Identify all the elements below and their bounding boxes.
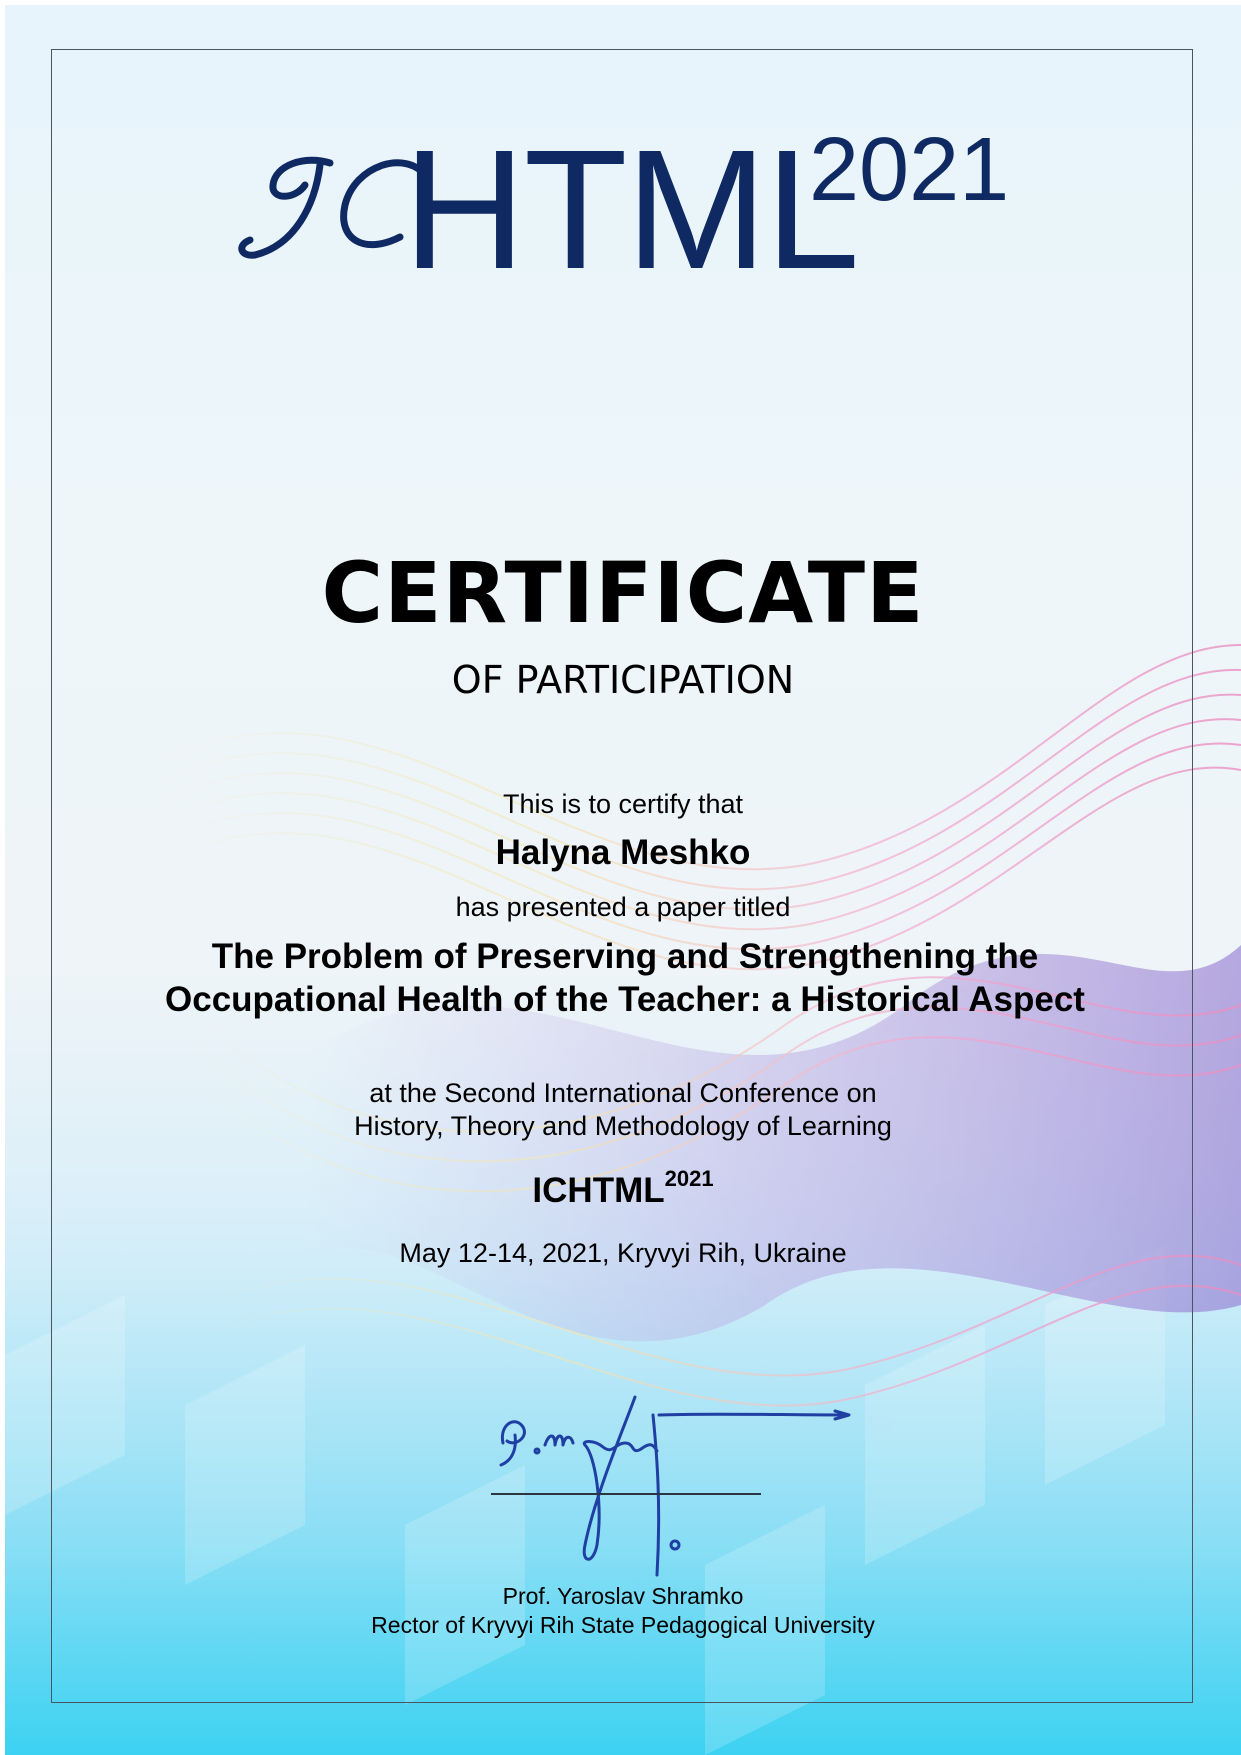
ichtml-2021-logo: [235, 115, 1035, 305]
presented-text: has presented a paper titled: [455, 892, 791, 922]
recipient-name: Halyna Meshko: [495, 833, 751, 872]
signer-role: Rector of Kryvyi Rih State Pedagogical University: [371, 1612, 875, 1638]
conference-acronym-year: 2021: [664, 1166, 714, 1191]
conference-line-1: at the Second International Conference on: [369, 1078, 877, 1108]
conference-line-2: History, Theory and Methodology of Learning: [354, 1111, 892, 1141]
certify-text: This is to certify that: [502, 789, 744, 819]
signer-name: Prof. Yaroslav Shramko: [502, 1583, 744, 1609]
signature-line: [491, 1493, 761, 1495]
certificate-title: CERTIFICATE: [321, 544, 925, 642]
certificate-page: [5, 5, 1241, 1755]
logo-html-text: HTML: [403, 115, 858, 305]
paper-title: The Problem of Preserving and Strengthening the Occupational Health of the Teacher: a Historical Aspect: [165, 937, 1085, 1019]
logo-year-text: 2021: [809, 120, 1010, 220]
handwritten-signature-icon: [485, 1385, 865, 1595]
conference-name: [5, 1077, 1241, 1143]
conference-acronym: [5, 1166, 1241, 1213]
date-place: May 12-14, 2021, Kryvyi Rih, Ukraine: [399, 1238, 847, 1268]
certificate-subtitle: OF PARTICIPATION: [451, 658, 795, 702]
conference-acronym-text: ICHTML: [532, 1171, 665, 1210]
